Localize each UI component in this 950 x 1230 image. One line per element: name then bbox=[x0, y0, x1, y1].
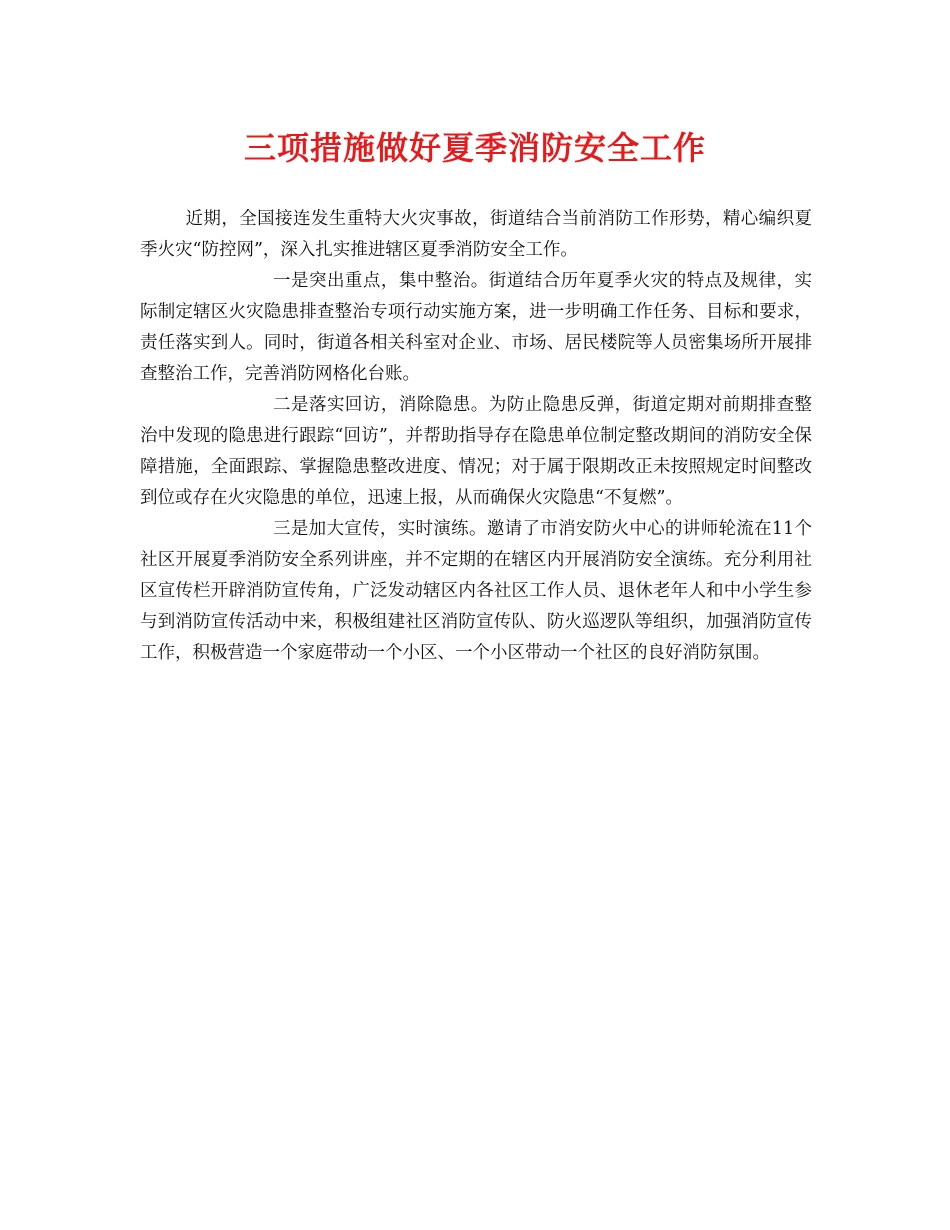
document-title: 三项措施做好夏季消防安全工作 bbox=[243, 129, 706, 167]
document-body bbox=[140, 204, 812, 669]
measure-three-paragraph: 三是加大宣传，实时演练。邀请了市消安防火中心的讲师轮流在11个社区开展夏季消防安全系列讲座，并不定期的在辖区内开展消防安全演练。充分利用社区宣传栏开辟消防宣传角，广泛发动辖区内各社区工作人员、退休老年人和中小学生参与到消防宣传活动中来，积极组建社区消防宣传队、防火巡逻队等组织，加强消防宣传工作，积极营造一个家庭带动一个小区、一个小区带动一个社区的良好消防氛围。 bbox=[140, 519, 812, 663]
measure-two-paragraph: 二是落实回访，消除隐患。为防止隐患反弹，街道定期对前期排查整治中发现的隐患进行跟踪“回访”，并帮助指导存在隐患单位制定整改期间的消防安全保障措施，全面跟踪、掌握隐患整改进度、情况；对于属于限期改正未按照规定时间整改到位或存在火灾隐患的单位，迅速上报，从而确保火灾隐患“不复燃”。 bbox=[140, 395, 812, 508]
measure-one-paragraph: 一是突出重点，集中整治。街道结合历年夏季火灾的特点及规律，实际制定辖区火灾隐患排查整治专项行动实施方案，进一步明确工作任务、目标和要求，责任落实到人。同时，街道各相关科室对企业、市场、居民楼院等人员密集场所开展排查整治工作，完善消防网格化台账。 bbox=[140, 271, 812, 384]
intro-paragraph: 近期，全国接连发生重特大火灾事故，街道结合当前消防工作形势，精心编织夏季火灾“防控网”，深入扎实推进辖区夏季消防安全工作。 bbox=[140, 209, 812, 260]
